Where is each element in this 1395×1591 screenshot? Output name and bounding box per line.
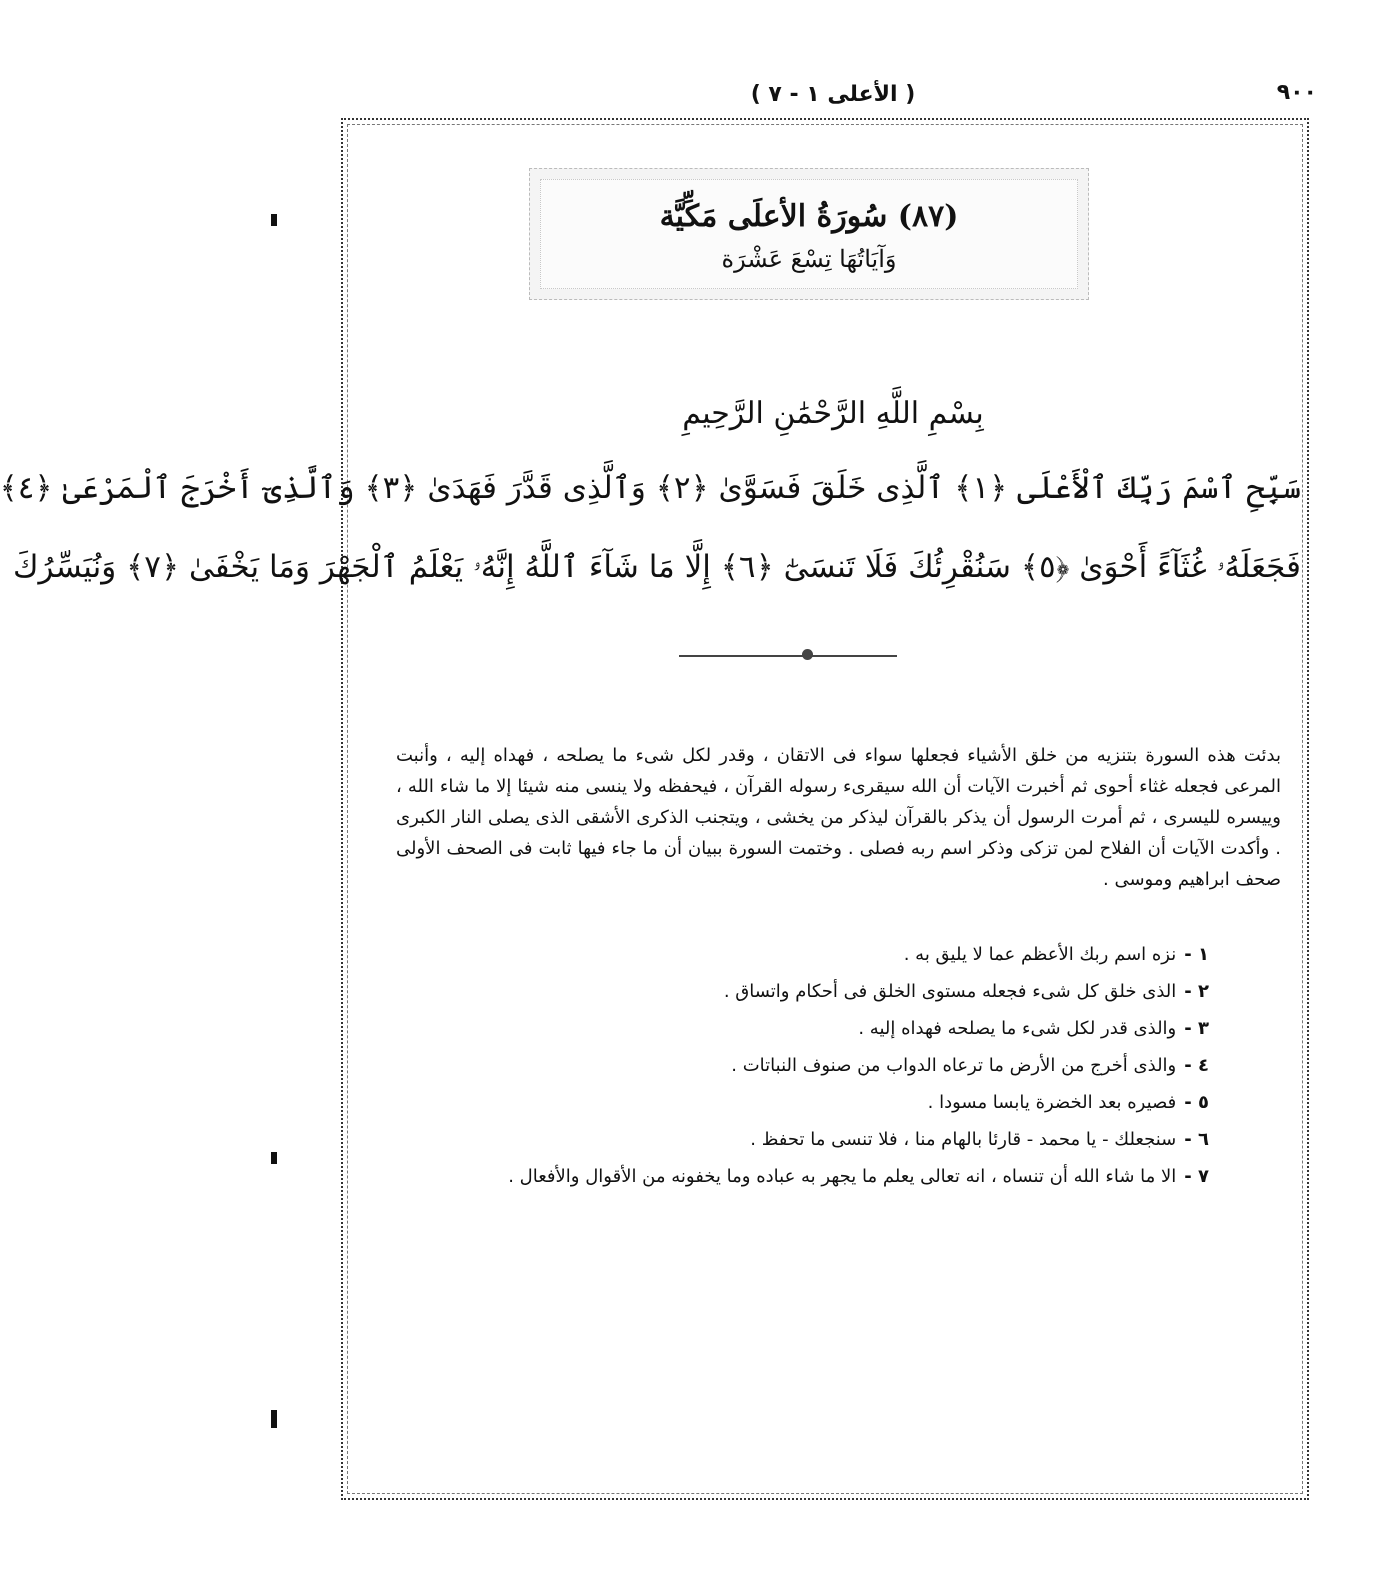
verse-explanation — [431, 1125, 1209, 1162]
verse-number: ٤ - — [1184, 1055, 1209, 1076]
verse-number: ١ - — [1184, 944, 1209, 965]
verse-explanation-text: نزه اسم ربك الأعظم عما لا يليق به . — [903, 944, 1177, 965]
surah-verse-count: وَآيَاتُهَا تِسْعَ عَشْرَة — [721, 245, 897, 273]
verse-explanation — [431, 1051, 1209, 1088]
verse-explanation — [431, 1162, 1209, 1199]
verse-explanation — [431, 1088, 1209, 1125]
verse-explanation-text: والذى قدر لكل شىء ما يصلحه فهداه إليه . — [858, 1018, 1177, 1039]
verse-explanation-text: والذى أخرج من الأرض ما ترعاه الدواب من صنوف النباتات . — [731, 1055, 1177, 1076]
verse-explanation-text: فصيره بعد الخضرة يابسا مسودا . — [927, 1092, 1177, 1113]
verse-number: ٥ - — [1184, 1092, 1209, 1113]
divider-ornament — [802, 649, 813, 660]
quran-text-line-1: سَبِّحِ ٱسْمَ رَبِّكَ ٱلْأَعْلَى ﴿١﴾ ٱلَّذِى خَلَقَ فَسَوَّىٰ ﴿٢﴾ وَٱلَّذِى قَدَّرَ فَهَدَىٰ ﴿٣﴾ وَٱلَّذِىٓ أَخْرَجَ ٱلْمَرْعَىٰ ﴿٤﴾ — [0, 470, 1301, 506]
scan-artifact — [271, 1152, 277, 1164]
running-head — [331, 80, 1335, 114]
verse-explanation-text: الا ما شاء الله أن تنساه ، انه تعالى يعلم ما يجهر به عباده وما يخفونه من الأقوال والأفعال . — [508, 1166, 1177, 1187]
basmala: بِسْمِ اللَّهِ الرَّحْمَٰنِ الرَّحِيمِ — [682, 396, 984, 431]
verse-number: ٦ - — [1184, 1129, 1209, 1150]
surah-header-ornament — [529, 168, 1089, 300]
verse-explanation — [431, 1014, 1209, 1051]
verse-number: ٧ - — [1184, 1166, 1209, 1187]
scan-artifact — [271, 214, 277, 226]
verse-explanation — [431, 977, 1209, 1014]
quran-text-line-2: فَجَعَلَهُۥ غُثَآءً أَحْوَىٰ ﴿٥﴾ سَنُقْرِئُكَ فَلَا تَنسَىٰٓ ﴿٦﴾ إِلَّا مَا شَآءَ ٱللَّهُ إِنَّهُۥ يَعْلَمُ ٱلْجَهْرَ وَمَا يَخْفَىٰ ﴿٧﴾ وَنُيَسِّرُكَ — [13, 549, 1301, 585]
verse-number: ٢ - — [1184, 981, 1209, 1002]
scan-artifact — [271, 1410, 277, 1428]
surah-summary: بدئت هذه السورة بتنزيه من خلق الأشياء فجعلها سواء فى الاتقان ، وقدر لكل شىء ما يصلحه ، فهداه إليه ، وأنبت المرعى فجعله غثاء أحوى ثم أخبرت الآيات أن الله سيقرىء رسوله القرآن ، فيحفظه ولا ينسى منه شيئا إلا ما شاء الله ، وييسره لليسرى ، ثم أمرت الرسول أن يذكر بالقرآن ليذكر من يخشى ، ويتجنب الذكرى الأشقى الذى يصلى النار الكبرى . وأكدت الآيات أن الفلاح لمن تزكى وذكر اسم ربه فصلى . وختمت السورة ببيان أن ما جاء فيها ثابت فى الصحف الأولى صحف ابراهيم وموسى . — [396, 745, 1281, 890]
verse-explanation-text: سنجعلك - يا محمد - قارئا بالهام منا ، فلا تنسى ما تحفظ . — [750, 1129, 1177, 1150]
verse-explanations — [431, 940, 1209, 1199]
verse-explanation — [431, 940, 1209, 977]
surah-name: (٨٧) سُورَةُ الأعلَى مَكِّيَّة — [659, 199, 959, 234]
verse-explanation-text: الذى خلق كل شىء فجعله مستوى الخلق فى أحكام واتساق . — [723, 981, 1177, 1002]
running-title: ( الأعلى ١ - ٧ ) — [750, 82, 916, 107]
verse-number: ٣ - — [1184, 1018, 1209, 1039]
page-number: ٩٠٠ — [1276, 80, 1317, 105]
section-divider — [679, 655, 897, 657]
